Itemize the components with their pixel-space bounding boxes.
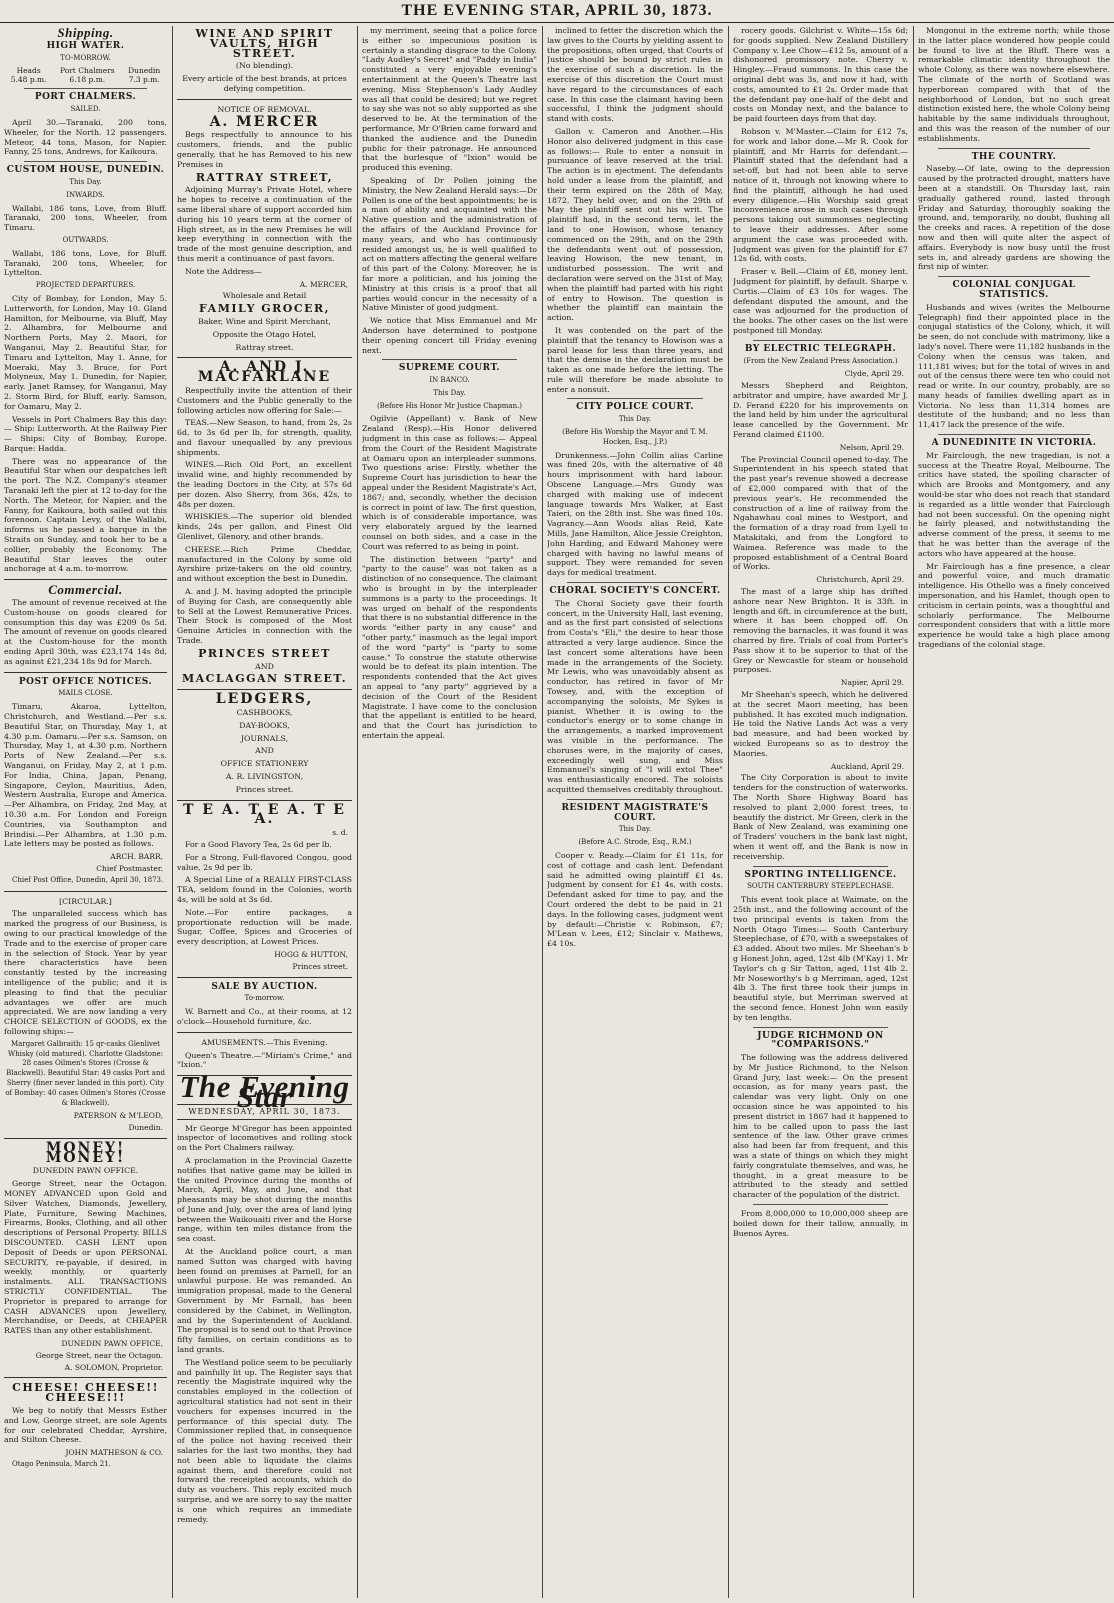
outwards-label: OUTWARDS. (62, 235, 109, 244)
tide-dunedin-time: 7.3 p.m. (128, 75, 160, 85)
sailed-label: SAILED. (70, 105, 101, 114)
napier-text: Mr Sheehan's speech, which he delivered at the secret Maori meeting, has been published. It has excited much indignation. He told the Native Lands Act was a very bad measure, and had been worked by wicked Europeans so as to destroy the Maories. (733, 690, 908, 758)
column-4 (547, 26, 723, 1596)
tide-dunedin (128, 66, 160, 84)
steeplechase-heading: SOUTH CANTERBURY STEEPLECHASE. (747, 882, 894, 891)
resident-judge: (Before A.C. Strode, Esq., R.M.) (578, 838, 692, 847)
office-stationery: OFFICE STATIONERY (220, 759, 309, 769)
mercer-note: Note the Address— (185, 266, 262, 276)
supreme-judge: (Before His Honor Mr Justice Chapman.) (376, 401, 523, 410)
column-rule (913, 26, 914, 1598)
princes-street: PRINCES STREET (198, 646, 331, 660)
resident-text: Cooper v. Ready.—Claim for £1 11s, for cost of cottage and cash lent. Defendant said he admitted owing plaintiff £1 4s. Judgment by consent for £1 4s, with costs. Defendant asked for time to pay, and the Court ordered the debt to be paid in 21 days. In the following cases, judgment went by default:—Christie v. Robinson, £7; M'Lean v. Lees, £12; Sinclair v. Mathews, £4 10s. (547, 850, 723, 949)
auction-heading: SALE BY AUCTION. (211, 981, 318, 992)
tide-port-chalmers (60, 66, 115, 84)
column-3 (362, 26, 537, 1596)
maclaggan-street: MACLAGGAN STREET. (181, 672, 348, 686)
supreme-text-2: The distinction between "party" and "party to the cause" was not taken as a distinction of no consequence. The claimant who is brought in by the interpleader summons is a party to the proceedings. It was urged on behalf of the respondents that there is no substantial difference in the words "either party in any cause" and "other party," inasmuch as the legal import of the word "party" is "party to some cause." To construe the statute otherwise would be to defeat its plain intention. The respondents contended that the Act gives an appeal to "any party" aggrieved by a decision of the Court of the Resident Magistrate. I have come to the conclusion that the appellant is entitled to be heard, and that the Court has jurisdiction to entertain the appeal. (362, 554, 537, 740)
stationery-and: AND (255, 746, 274, 756)
outwards-text: Wallabi, 186 tons, Love, for Bluff. Taranaki, 200 tons, Wheeler, for Lyttelton. (4, 248, 167, 278)
circular-signature: PATERSON & M'LEOD, (73, 1111, 163, 1121)
tea-text: Note.—For entire packages, a proportionate reduction will be made. Sugar, Coffee, Spices and Groceries of every description, at Lowest Prices. (177, 907, 352, 947)
col4-text-2: Gallon v. Cameron and Another.—His Honor also delivered judgment in this case as follows:— Rule to enter a nonsuit in pursuance of leave reserved at the trial. The action is in ejectment. The defendants hold under a lease from the plaintiff, and their term expired on the 28th of May, 1872. They held over, and on the 29th of May the plaintiff sent out his writ. The plaintiff had, in the second term, let the land to one Howison, whose tenancy commenced on the 29th, and on the 29th the defendants went out of possession, leaving Howison, the new tenant, in undisturbed possession. The writ and declaration were served on the 31st of May, when the plaintiff had parted with his right of entry to Howison. The question is whether the plaintiff can maintain the action. (547, 126, 723, 323)
post-signature-title: Chief Postmaster. (96, 863, 163, 873)
daybooks: DAY-BOOKS, (239, 720, 290, 730)
wines-text: WINES.—Rich Old Port, an excellent invalid wine, and highly recommended by the leading Doctors in the City, at 57s 6d per dozen. Also Sherry, from 36s, 42s, to 48s per dozen. (177, 460, 352, 509)
column-6 (918, 26, 1110, 1596)
column-1 (4, 26, 167, 1596)
col6-text-1: Mongonui in the extreme north; while those in the latter place wondered how people could be found to live at the Bluff. There was a remarkable climatic identity throughout the whole Colony, as there was nowhere elsewhere. The climate of the north of Scotland was hyperborean compared with that of the neighborhood of London, but no such great distinction existed here, the whole Colony being habitable by the same individuals throughout, and this was the reason of the number of our establishments. (918, 26, 1110, 143)
country-heading: THE COUNTRY. (971, 151, 1057, 162)
clyde-text: Messrs Shepherd and Reighton, arbitrator and umpire, have awarded Mr J. D. Ferand £220 for his improvements on the land held by him under the agricultural lease cancelled by the Government. Mr Ferand claimed £1100. (733, 381, 908, 440)
inwards-label: INWARDS. (66, 190, 105, 199)
masthead: THE EVENING STAR, APRIL 30, 1873. (0, 0, 1114, 23)
livingston-street: Princes street. (235, 784, 294, 794)
post-text: Timaru, Akaroa, Lyttelton, Christchurch, and Westland.—Per s.s. Beautiful Star, on Thursday, May 1, at 4.30 p.m. Oamaru.—Per s.s. Samson, on Thursday, May 1, at 4.30 p.m. Northern Ports of New Zealand.—Per s.s. Wanganui, on Friday, May 2, at 1 p.m. For India, China, Japan, Penang, Singapore, Ceylon, Mauritius, Aden, Western Australia, Europe and America.—Per Alhambra, on Friday, 2nd May, at 10.30 a.m. For London and Foreign Countries, via Southampton and Brindisi.—Per Alhambra, at 1.30 p.m. Late letters may be posted as follows. (4, 702, 167, 849)
mercer-sig-street: Rattray street. (235, 342, 294, 352)
circular-text: The unparalleled success which has marked the progress of our Business, is owing to our practical knowledge of the Trade and to the exercise of proper care in the selection of Stock. Year by year there characteristics have been constantly tested by the increasing intelligence of the public; and it is pleasing to find that the peculiar advantages we offer are much appreciated. We are now landing a very CHOICE SELECTION of GOODS, ex the following ships:— (4, 909, 167, 1036)
resident-magistrate-heading: RESIDENT MAGISTRATE'S COURT. (561, 802, 709, 823)
editorial-4: The Westland police seem to be peculiarly and painfully lit up. The Register says that recently the Magistrate inquired why the constables employed in the collection of agricultural statistics had not sent in their vouchers for expenses incurred in the performance of this special duty. The Commissioner replied that, in consequence of the police not having received their salaries for the last two months, they had not been able to liquidate the claims against them, and therefore could not forward the receipted accounts, which do duty as vouchers. This reply excited much surprise, and we are sorry to say the matter is one which requires an immediate remedy. (177, 1357, 352, 1524)
judge-text: The following was the address delivered by Mr Justice Richmond, to the Nelson Grand Jury, last week:— On the present occasion, as for many years past, the calendar was very light. Only on one occasion since he was appointed to his present district in 1867 had it happened to him to be called upon to pass the last sentence of the law. Other grave crimes also had been far from frequent, and this was a state of things on which they might fairly congratulate themselves, and was, he thought, in a great measure to be attributed to the steady and settled character of the population of the district. (733, 1053, 908, 1200)
supreme-text-1: Ogilvie (Appellant) v. Bank of New Zealand (Resp).—His Honor delivered judgment in this case as follows:— Appeal from the Court of the Resident Magistrate at Oamaru upon an interpleader summons. Two questions arise: Firstly, whether the Supreme Court has jurisdiction to hear the appeal under the Resident Magistrate's Act, 1867; and, secondly, whether the decision is correct in point of law. The first question, which is of considerable importance, was very elaborately argued by the learned counsel on both sides, and a case in the Court was referred to as being in point. (362, 414, 537, 551)
column-rule (172, 26, 173, 1598)
editorial-1: Mr George M'Gregor has been appointed inspector of locomotives and rolling stock on the Port Chalmers railway. (177, 1123, 352, 1153)
sailed-text: April 30.—Taranaki, 200 tons, Wheeler, for the North. 12 passengers. Meteor, 44 tons, Mason, for Napier. Fanny, 25 tons, Andrews, for Kaikoura. (4, 117, 167, 157)
teas-text: TEAS.—New Season, to hand, from 2s, 2s 6d, to 3s 6d per lb, for strength, quality, and flavour unequalled by any previous shipments. (177, 418, 352, 457)
telegraph-heading: BY ELECTRIC TELEGRAPH. (744, 343, 897, 354)
post-signature: ARCH. BARR, (110, 852, 163, 862)
macfarlane-text: Respectfully invite the attention of their Customers and the Public generally to the following articles now offering for Sale:— (177, 385, 352, 415)
wine-sub: (No blending). (235, 61, 294, 71)
conjugal-text: Husbands and wives (writes the Melbourne Telegraph) find their appointed place in the conjugal statistics of the Colony, which, it will be seen, do not conclude with matrimony, like a lady's novel. There were 11,182 husbands in the Colony when the census was taken, and 111,181 wives; but for the total of wives in and out of the census there were ten who could not read or write. In our country, probably, are so many heads of families dwelling apart as in Victoria. No less than 11,314 homes are destitute of the husband; and no less than 11,417 lack the presence of the wife. (918, 302, 1110, 430)
journals: JOURNALS, (240, 733, 289, 743)
amusements-heading: AMUSEMENTS.—This Evening. (201, 1037, 328, 1047)
steeplechase-text: This event took place at Waimate, on the 25th inst., and the following account of the two principal events is taken from the North Otago Times:— South Canterbury Steeplechase, of £70, with a sweepstakes of £3 added. About two miles. Mr Sheehan's b g Honest John, aged, 12st 4lb (M'Kay) 1. Mr Taylor's ch g Sir Tatton, aged, 11st 4lb 2. Mr Noseworthy's b g Merriman, aged, 12st 4lb 3. The first three took their jumps in beautiful style, but Merriman swerved at the second fence. Honest John won easily by ten lengths. (733, 895, 908, 1022)
amusements-text: Queen's Theatre.—"Miriam's Crime," and "Ixion." (177, 1050, 352, 1070)
tide-chalmers-time: 6.18 p.m. (69, 75, 106, 85)
mercer-street: RATTRAY STREET, (195, 170, 334, 184)
column-rule (728, 26, 729, 1598)
cheese-ad-text: CHEESE.—Rich Prime Cheddar, manufactured in the Colony by some old Ayrshire prize-takers on the old country, and without exception the best in Dunedin. (177, 544, 352, 584)
resident-day: This Day. (618, 825, 652, 834)
column-2 (177, 26, 352, 1596)
auction-text: W. Barnett and Co., at their rooms, at 12 o'clock—Household furniture, &c. (177, 1007, 352, 1026)
nelson-date: Nelson, April 29. (839, 442, 904, 452)
tide-chalmers-label: Port Chalmers (59, 66, 115, 76)
mercer-sig-wholesale: Wholesale and Retail (222, 291, 307, 301)
wine-text: Every article of the best brands, at prices defying competition. (182, 74, 347, 93)
nelson-text: The Provincial Council opened to-day. The Superintendent in his speech stated that the past year's revenue showed a decrease of £2,000 compared with that of the previous year's. He recommended the construction of a line of railway from the Ngahawhau coal mines to Westport, and the formation of a dray road from Lyell to Matakitaki, and from the Longford to Waimea. Reference was made to the proposed establishment of a Central Board of Works. (733, 454, 908, 572)
col3-text-3: We notice that Miss Emmanuel and Mr Anderson have determined to postpone their opening concert till Friday evening next. (362, 316, 537, 355)
dunedinite-heading: A DUNEDINITE IN VICTORIA. (931, 438, 1097, 449)
tea-line-1: For a Good Flavory Tea, 2s 6d per lb. (185, 839, 332, 849)
choral-text: The Choral Society gave their fourth concert, in the University Hall, last evening, and as the first part consisted of selections from Costa's "Eli," the desire to hear those attracted a very large audience. Since the last concert some alterations have been made in the arrangements of the Society. Mr Lewis, who was unavoidably absent as conductor, has retired in favor of Mr Towsey, and, with the exception of accompanying the soloists, Mr Sykes is pianist. Whether it is owing to the conductor's energy or to some change in the arrangements, a marked improvement was visible in the performance. The choruses were, in the majority of cases, exceedingly well sung, and Miss Emmanuel's singing of "I will extol Thee" was enthusiastically encored. The soloists acquitted themselves creditably throughout. (547, 598, 723, 794)
col3-text-2: Speaking of Dr Pollen joining the Ministry, the New Zealand Herald says:—Dr Pollen is one of the best appointments; he is a man of ability and acquainted with the Native question and the administration of the affairs of the Auckland Province for many years, and who has continuously resided amongst us, he is well qualified to act on matters affecting the general welfare of this part of the Colony. Moreover, he is far more a politician, and his joining the Ministry at this crisis is a proof that all parties would concur in the necessity of a Native Minister of good judgment. (362, 175, 537, 313)
circular-items: Margaret Galbraith: 15 qr-casks Glenlivet Whisky (old matured). Charlotte Gladstone: 28 cases Oilmen's Stores (Crosse & Blackwell). Beautiful Star: 49 casks Port and Sherry (finer never landed in this port). City of Bombay: 40 cases Oilmen's Stores (Crosse & Blackwell). (5, 1039, 166, 1107)
macfarlane-name: A. AND J. MACFARLANE (197, 359, 332, 386)
projected-label: PROJECTED DEPARTURES. (35, 281, 136, 290)
tide-table (4, 66, 167, 84)
col5-text-3: Fraser v. Bell.—Claim of £8, money lent. Judgment for plaintiff, by default. Sharpe v. Curtis.—Claim of £3 10s for wages. The defendant disputed the amount, and the case was adjourned for the production of the books. The other cases on the list were postponed till Monday. (733, 267, 908, 335)
dunedinite-text-2: Mr Fairclough has a fine presence, a clear and powerful voice, and much dramatic intelligence. His Othello was a finely conceived impersonation, and his Hamlet, though open to criticism in certain points, was a thoughtful and scholarly performance. The Melbourne correspondent considers that with a little more experience he would take a high place among tragedians of the colonial stage. (918, 561, 1110, 650)
tide-heads (11, 66, 47, 84)
livingston-name: A. R. LIVINGSTON, (225, 772, 304, 781)
customs-heading: CUSTOM HOUSE, DUNEDIN. (6, 165, 165, 176)
princes-and: AND (255, 661, 274, 671)
hogg-street: Princes street. (292, 961, 348, 971)
tea-price-head: s. d. (332, 828, 348, 838)
tomorrow-label: TO-MORROW. (60, 53, 111, 62)
removal-heading: NOTICE OF REMOVAL. (217, 104, 312, 114)
supreme-court-heading: SUPREME COURT. (398, 363, 501, 374)
mails-close-label: MAILS CLOSE. (58, 689, 113, 698)
money-proprietor: A. SOLOMON, Proprietor. (64, 1362, 163, 1372)
customs-day: This Day. (69, 177, 102, 186)
christchurch-date: Christchurch, April 29. (816, 575, 904, 585)
commercial-text: The amount of revenue received at the Custom-house on goods cleared for consumption this day was £209 0s 5d. The amount of revenue on goods cleared at the Custom-house for the month ending April 30th, was £23,174 14s 8d, as against £21,234 18s 9d for March. (4, 598, 167, 666)
cheese-dateline: Otago Peninsula, March 21. (12, 1460, 111, 1468)
cashbooks: CASHBOOKS, (236, 708, 293, 718)
mercer-sig-baker: Baker, Wine and Spirit Merchant, (198, 316, 331, 326)
tide-dunedin-label: Dunedin (128, 66, 161, 76)
cheese-heading: CHEESE! CHEESE!! CHEESE!!! (12, 1381, 159, 1405)
money-subheading: DUNEDIN PAWN OFFICE. (32, 1166, 139, 1176)
post-dateline: Chief Post Office, Dunedin, April 30, 1873. (12, 875, 164, 884)
paper-title: The Evening Star (179, 1069, 350, 1114)
col3-text-1: my merriment, seeing that a police force is either so impecunious position is certainly a standing disgrace to the Colony. "Lady Audley's Secret" and "Paddy in India" constituted a very enjoyable evening's entertainment at the Queen's Theatre last evening. Miss Stephenson's Lady Audley was all that could be desired; but we regret to say she was not so ably supported as she deserved to be. At the termination of the performance, Mr O'Brien came forward and thanked the audience and the Dunedin public for their patronage. He announced that the burlesque of "Ixion" would be produced this evening. (362, 26, 537, 173)
money-signature: DUNEDIN PAWN OFFICE, (61, 1339, 163, 1349)
column-rule (357, 26, 358, 1598)
shipping-heading: Shipping. (57, 26, 114, 40)
cheese-signature: JOHN MATHESON & CO. (65, 1448, 163, 1458)
col5-text-1: rocery goods. Gilchrist v. White—15s 6d; for goods supplied. New Zealand Distillery Company v. Lee Chow—£12 5s, amount of a dishonored promissory note. Cherry v. Hingley.—Fraud summons. In this case the original debt was 3s, and now it had, with costs, amounted to £1 2s. Order made that the defendant pay one-half of the debt and costs on Monday next, and the balance to be paid fourteen days from that day. (733, 26, 908, 124)
col4-text-1: inclined to fetter the discretion which the law gives to the Courts by yielding assent to the propositions, often urged, that Courts of Justice should be bound by strict rules in the exercise of such a discretion. In the exercise of this discretion the Court must have regard to the circumstances of each case. In this case the claimant having been successful, I think the judgment should stand with costs. (547, 26, 723, 124)
col4-text-3: It was contended on the part of the plaintiff that the tenancy to Howison was a parol lease for less than three years, and that the demise in the declaration must be taken as one made before the letting. The rule will therefore be made absolute to enter a nonsuit. (547, 325, 723, 394)
judge-richmond-heading: JUDGE RICHMOND ON "COMPARISONS." (757, 1030, 884, 1051)
city-police-day: This Day. (618, 415, 652, 424)
mercer-sig-opposite: Opposite the Otago Hotel, (212, 329, 317, 339)
conjugal-heading: COLONIAL CONJUGAL STATISTICS. (952, 280, 1076, 300)
port-chalmers-heading: PORT CHALMERS. (34, 92, 137, 103)
commercial-heading: Commercial. (48, 582, 123, 598)
cheese-text: We beg to notify that Messrs Esther and Low, George street, are sole Agents for our celebrated Cheddar, Ayrshire, and Stilton Cheese. (4, 1406, 167, 1445)
clyde-date: Clyde, April 29. (844, 369, 904, 379)
christchurch-text: The mast of a large ship has drifted ashore near New Brighton. It is 33ft. in length and 6ft. in circumference at the butt, where it has been chopped off. On removing the barnacles, it was found it was charred by fire. Trials of coal from Porter's Pass show it to be superior to that of the Grey or Newcastle for steam or household purposes. (733, 587, 908, 675)
auckland-date: Auckland, April 29. (830, 761, 904, 771)
macfarlane-text-2: A. and J. M. having adopted the principle of Buying for Cash, are consequently able to Sell at the Lowest Remunerative Prices. Their Stock is composed of the Most Genuine Articles in connection with the Trade. (177, 587, 352, 646)
mercer-name: A. MERCER (209, 113, 320, 130)
high-water-heading: HIGH WATER. (46, 40, 125, 51)
tea-line-3: A Special Line of a REALLY FIRST-CLASS TEA, seldom found in the Colonies, worth 4s, will be sold at 3s 6d. (177, 875, 352, 904)
col5-text-2: Robson v. M'Master.—Claim for £12 7s, for work and labor done.—Mr R. Cook for plaintiff, and Mr Harris for defendant.—Plaintiff stated that the defendant had a set-off, but had not been able to serve notice of it, through not knowing where to find the plaintiff, although he had used every diligence.—His Worship said great inconvenience arose in such cases through persons taking out summonses neglecting to leave their addresses. After some argument the case was proceeded with. Judgment was given for the plaintiff for £7 12s 6d, with costs. (733, 126, 908, 264)
editorial-2: A proclamation in the Provincial Gazette notifies that native game may be killed in the united Province during the months of March, April, May, and June, and that pheasants may be shot during the months of June and July, over the area of land lying between the Waikouaiti river and the Horse range, within ten miles distance from the sea coast. (177, 1155, 352, 1244)
tide-heads-label: Heads (16, 66, 41, 76)
wine-vaults-heading: WINE AND SPIRIT VAULTS, HIGH STREET. (195, 27, 334, 60)
telegraph-sub: (From the New Zealand Press Association.) (743, 356, 898, 365)
ledgers: LEDGERS, (215, 691, 314, 708)
money-heading: MONEY! MONEY! (45, 1139, 126, 1166)
sheep-text: From 8,000,000 to 10,000,000 sheep are boiled down for their tallow, annually, in Buenos Ayres. (733, 1209, 908, 1238)
shipping-news: There was no appearance of the Beautiful Star when our despatches left the port. The N.Z. Company's steamer Taranaki left the pier at 12 to-day for the North. The Meteor, for Napier, and the Fanny, for Kaikoura, both sailed out this forenoon. Captain Levy, of the Wallabi, informs us he passed a barque in the Straits on Sunday, and took her to be a collier, probably the Economy. The Beautiful Star leaves the outer anchorage at 4 a.m. to-morrow. (4, 456, 167, 574)
editorial-3: At the Auckland police court, a man named Sutton was charged with having been found on premises at Parnell, for an unlawful purpose. He was remanded. An immigration proposal, made to the General Government by Mr Farnall, has been considered by the Cabinet, in Wellington, and by the Superintendent of Auckland. The proposal is to send out to that Province fifty families, on certain conditions as to land grants. (177, 1247, 352, 1355)
choral-heading: CHORAL SOCIETY'S CONCERT. (549, 586, 721, 597)
city-police-judge: (Before His Worship the Mayor and T. M. Hocken, Esq., J.P.) (562, 428, 708, 446)
auction-when: To-morrow. (244, 994, 285, 1003)
in-banco: IN BANCO. (429, 376, 470, 385)
mercer-sig-name: A. MERCER, (299, 279, 348, 289)
napier-date: Napier, April 29. (840, 678, 904, 688)
dunedinite-text: Mr Fairclough, the new tragedian, is not a success at the Theatre Royal, Melbourne. The critics have stated, the spoiling character of which are Brooks and Montgomery, and any would-be star who does not reach that standard is regarded as a little wonder that Fairclough had not been successful. On the opening night he fairly pleased, and notwithstanding the adverse comment of the press, it seems to me that he was better than the average of the actors who have appeared at the house. (918, 450, 1110, 558)
column-rule (542, 26, 543, 1598)
family-grocer: FAMILY GROCER, (199, 302, 330, 316)
projected-text: City of Bombay, for London, May 5. Lutterworth, for London, May 10. Gland Hamilton, for Melbourne, via Bluff, May 2. Alhambra, for Melbourne and Northern Ports, May 2. Maori, for Wanganui, May 2. Beautiful Star, for Timaru and Lyttelton, May 1. Anne, for Moeraki, May 3. Bruce, for Port Molyneux, May 1. Dunedin, for Napier, early. Janet Ramsey, for Wanganui, May 2. Storm Bird, for Bluff, early. Samson, for Oamaru, May 2. (4, 293, 167, 411)
column-5 (733, 26, 908, 1596)
tea-heading: T E A. T E A. T E A. (183, 801, 346, 828)
mercer-text-2: Adjoining Murray's Private Hotel, where he hopes to receive a continuation of the same liberal share of support accorded him during his 10 years term at the corner of High street, as in the new Premises he will keep everything in connection with the trade of the most genuine description, and thus merit a continuance of past favors. (177, 185, 352, 263)
mercer-text: Begs respectfully to announce to his customers, friends, and the public generally, that he has Removed to his new Premises in (177, 130, 352, 169)
tide-heads-time: 5.48 p.m. (10, 75, 47, 85)
whisky-text: WHISKIES.—The superior old blended kinds, 24s per gallon, and Finest Old Glenlivet, Glenory, and other brands. (177, 512, 352, 542)
post-office-heading: POST OFFICE NOTICES. (18, 676, 153, 687)
city-police-text: Drunkenness.—John Collin alias Carline was fined 20s, with the alternative of 48 hours imprisonment with hard labour. Obscene Language.—Mrs Gundy was charged with making use of indecent language towards Mrs Walker, at East Taieri, on the 28th inst. She was fined 10s. Vagrancy.—Ann Woods alias Reid, Kate Mills, Jane Hamilton, Alice Jessie Creighton, John Harding, and Edward Mahoney were charged with having no lawful means of support. They were remanded for seven days for medical treatment. (547, 450, 723, 578)
money-text: George Street, near the Octagon. MONEY ADVANCED upon Gold and Silver Watches, Diamonds, Jewellery, Plate, Furniture, Sewing Machines, Firearms, Books, Clothing, and all other descriptions of Personal Property. BILLS DISCOUNTED. CASH LENT upon Deposit of Deeds or upon PERSONAL SECURITY, re-payable, if desired, in weekly, monthly, or quarterly instalments. ALL TRANSACTIONS STRICTLY CONFIDENTIAL. The Proprietor is prepared to arrange for CASH ADVANCES upon Jewellery, Merchandise, or Deeds, at CHEAPER RATES than any other establishment. (4, 1179, 167, 1336)
city-police-heading: CITY POLICE COURT. (576, 402, 694, 413)
circular-label: [CIRCULAR.] (59, 896, 112, 906)
money-address: George Street, near the Octagon. (35, 1350, 163, 1360)
sporting-heading: SPORTING INTELLIGENCE. (744, 869, 897, 880)
hogg-name: HOGG & HUTTON, (274, 949, 348, 959)
tea-line-2: For a Strong, Full-flavored Congou, good value, 2s 9d per lb. (177, 852, 352, 872)
auckland-text: The City Corporation is about to invite tenders for the construction of waterworks. The North Shore Highway Board has resolved to plant 2,000 forest trees, to beautify the district. Mr Green, clerk in the Bank of New Zealand, was examining one of Traders' vouchers in the bank last night, when it went off, and the Bank is now in receivership. (733, 773, 908, 861)
supreme-day: This Day. (433, 388, 466, 397)
circular-location: Dunedin. (128, 1123, 163, 1133)
vessels-text: Vessels in Port Chalmers Bay this day:— Ship: Lutterworth. At the Railway Pier— Ships: City of Bombay, Europe. Barque: Hadda. (4, 414, 167, 453)
inwards-text: Wallabi, 186 tons, Love, from Bluff. Taranaki, 200 tons, Wheeler, from Timaru. (4, 203, 167, 233)
paper-dateline: WEDNESDAY, APRIL 30, 1873. (177, 1104, 352, 1120)
country-text: Naseby.—Of late, owing to the depression caused by the protracted drought, matters have been at a standstill. On Thursday last, rain gradually gathered round, lasted through Friday and Saturday, thoroughly soaking the ground, and, temporarily, no doubt, flushing all the creeks and races. A repetition of the dose now and then will quite alter the aspect of affairs. Everybody is now busy until the frost sets in, and already gardens are showing the first nip of winter. (918, 164, 1110, 272)
